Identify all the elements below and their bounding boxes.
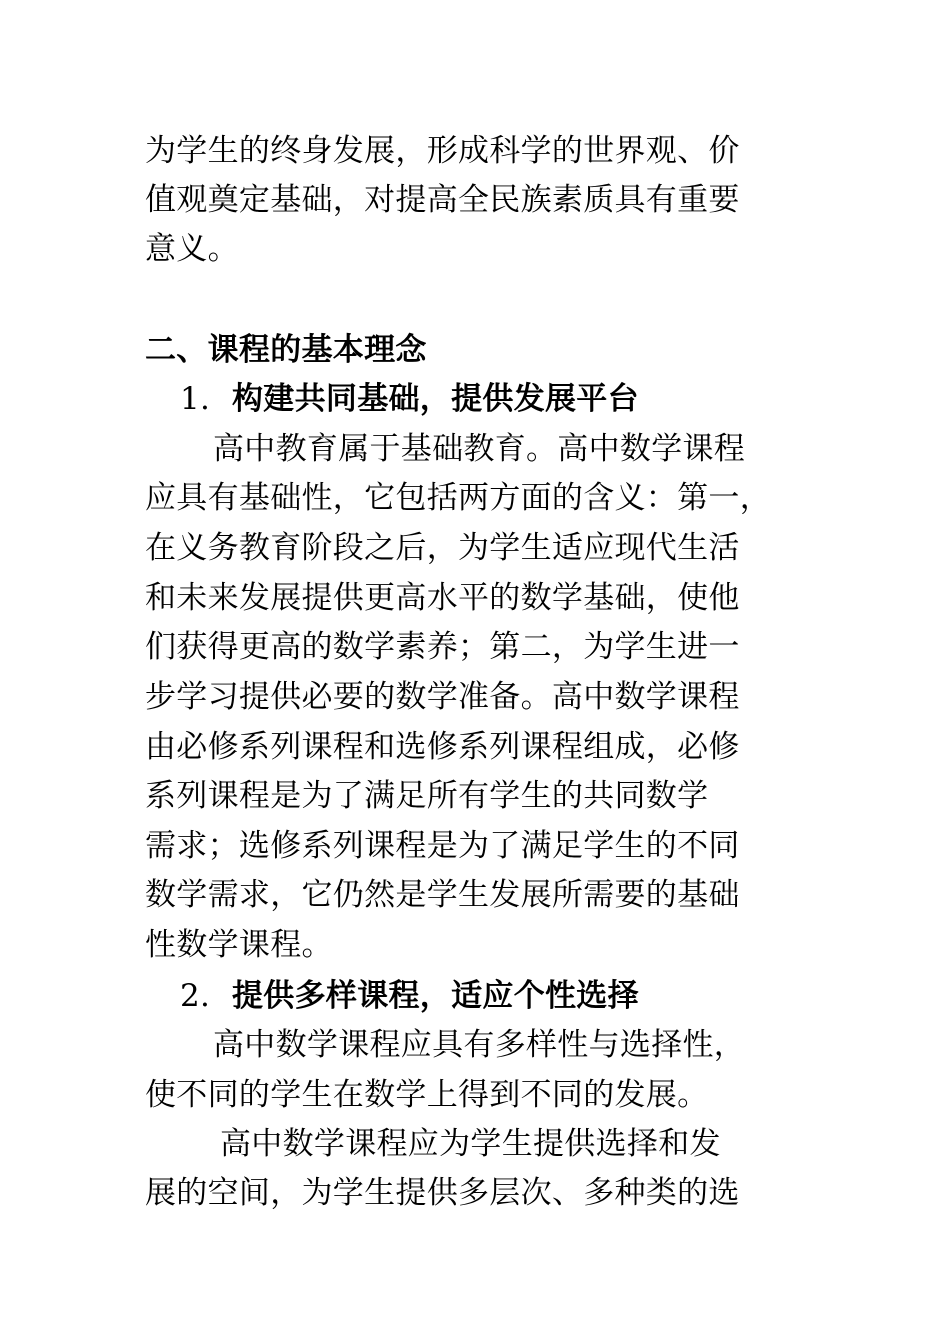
subheading-2	[180, 976, 845, 1016]
p1-line-2: 应具有基础性，它包括两方面的含义：第一，	[145, 480, 771, 516]
intro-line-1: 为学生的终身发展，形成科学的世界观、价	[145, 133, 740, 169]
p1-line-9: 需求；选修系列课程是为了满足学生的不同	[145, 828, 740, 864]
intro-line-3: 意义。	[145, 231, 239, 267]
subheading-1-number: 1.	[180, 381, 211, 417]
p2-line-2: 使不同的学生在数学上得到不同的发展。	[145, 1077, 709, 1113]
section-heading: 二、课程的基本理念	[145, 332, 427, 368]
p1-line-3: 在义务教育阶段之后，为学生适应现代生活	[145, 530, 740, 566]
p1-line-4: 和未来发展提供更高水平的数学基础，使他	[145, 580, 740, 616]
p1-line-11: 性数学课程。	[145, 927, 333, 963]
p3-line-1: 高中数学课程应为学生提供选择和发	[220, 1126, 721, 1162]
p1-line-1: 高中教育属于基础教育。高中数学课程	[213, 431, 746, 467]
p3-line-2: 展的空间，为学生提供多层次、多种类的选	[145, 1175, 740, 1211]
p1-line-5: 们获得更高的数学素养；第二，为学生进一	[145, 629, 740, 665]
intro-line-2: 值观奠定基础，对提高全民族素质具有重要	[145, 182, 740, 218]
subheading-2-number: 2.	[180, 978, 211, 1014]
p2-line-1: 高中数学课程应具有多样性与选择性，	[213, 1027, 746, 1063]
subheading-1	[180, 379, 845, 419]
subheading-1-title: 构建共同基础，提供发展平台	[232, 381, 639, 417]
p1-line-7: 由必修系列课程和选修系列课程组成，必修	[145, 729, 740, 765]
p1-line-8: 系列课程是为了满足所有学生的共同数学	[145, 778, 709, 814]
subheading-2-title: 提供多样课程，适应个性选择	[232, 978, 639, 1014]
p1-line-10: 数学需求，它仍然是学生发展所需要的基础	[145, 877, 740, 913]
p1-line-6: 步学习提供必要的数学准备。高中数学课程	[145, 679, 740, 715]
